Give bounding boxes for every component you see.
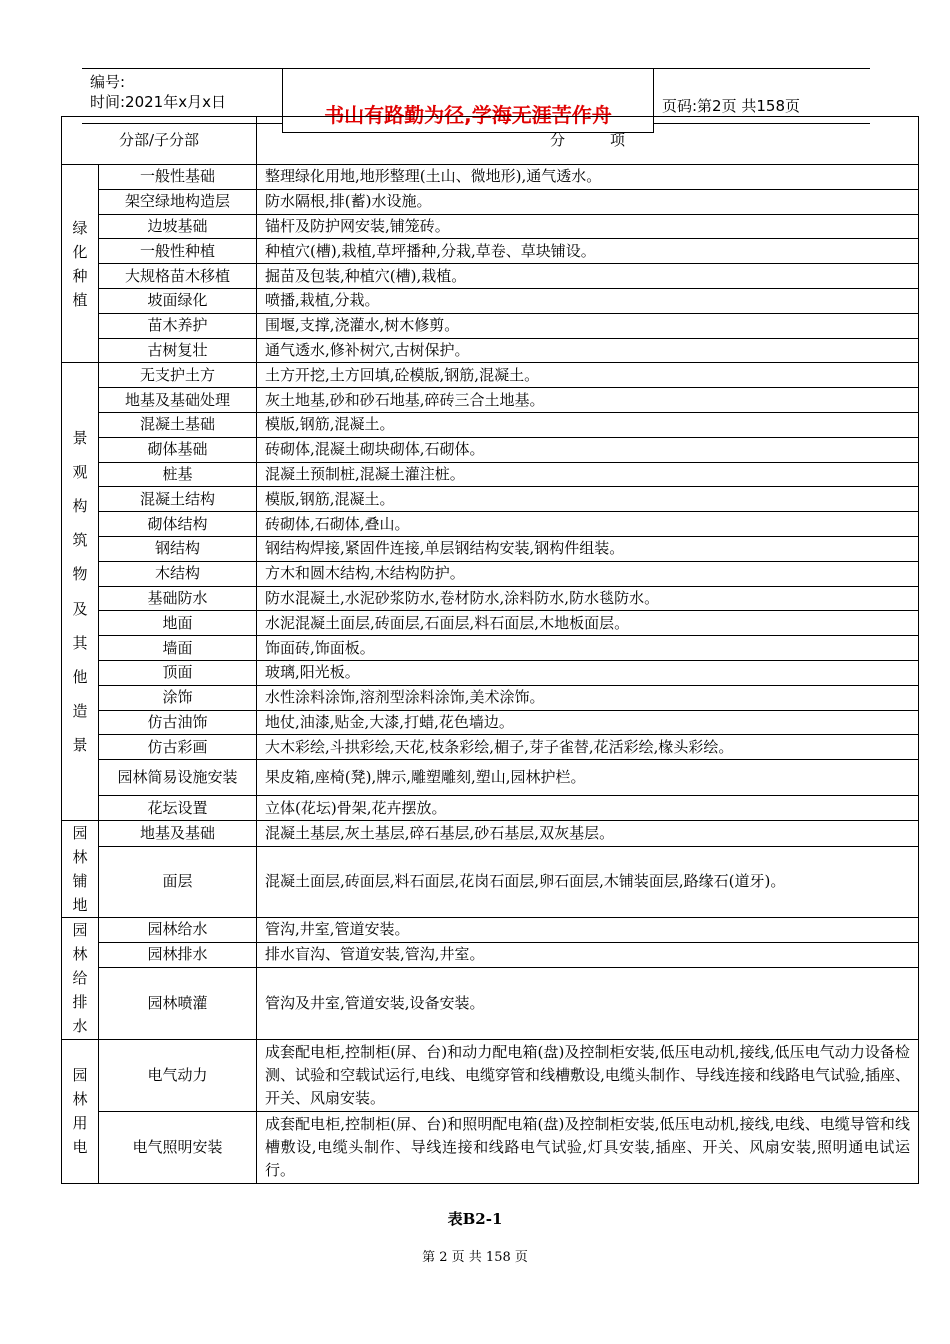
table-row (62, 388, 919, 413)
subdivision-cell: 涂饰 (99, 685, 257, 710)
table-row (62, 239, 919, 264)
items-cell: 砖砌体,混凝土砌块砌体,石砌体。 (257, 437, 919, 462)
table-row (62, 846, 919, 917)
subdivision-cell: 顶面 (99, 660, 257, 685)
items-cell: 果皮箱,座椅(凳),牌示,雕塑雕刻,塑山,园林护栏。 (257, 760, 919, 796)
items-cell: 混凝土基层,灰土基层,碎石基层,砂石基层,双灰基层。 (257, 820, 919, 846)
group-cell (62, 820, 99, 917)
table-row (62, 710, 919, 735)
table-row (62, 760, 919, 796)
subdivision-cell: 地基及基础处理 (99, 388, 257, 413)
items-cell: 砖砌体,石砌体,叠山。 (257, 512, 919, 537)
subdivision-cell: 钢结构 (99, 536, 257, 561)
table-row (62, 1039, 919, 1111)
table-row (62, 165, 919, 190)
items-cell: 饰面砖,饰面板。 (257, 636, 919, 661)
table-row (62, 288, 919, 313)
table-row (62, 636, 919, 661)
items-cell: 土方开挖,土方回填,砼模版,钢筋,混凝土。 (257, 363, 919, 388)
group-cell (62, 363, 99, 821)
subdivision-cell: 桩基 (99, 462, 257, 487)
subdivision-cell: 边坡基础 (99, 214, 257, 239)
subdivision-cell: 混凝土基础 (99, 412, 257, 437)
header-meta (82, 69, 282, 123)
table-row (62, 412, 919, 437)
items-cell: 模版,钢筋,混凝土。 (257, 487, 919, 512)
page-footer: 第 2 页 共 158 页 (422, 1250, 528, 1265)
items-cell: 钢结构焊接,紧固件连接,单层钢结构安装,钢构件组装。 (257, 536, 919, 561)
date-label: 时间:2021年x月x日 (90, 93, 226, 111)
table-row (62, 611, 919, 636)
items-cell: 管沟,井室,管道安装。 (257, 917, 919, 942)
group-cell (62, 917, 99, 1039)
table-row (62, 942, 919, 967)
group-label: 园林铺地 (72, 823, 88, 914)
items-cell: 掘苗及包装,种植穴(槽),栽植。 (257, 264, 919, 289)
items-cell: 立体(花坛)骨架,花卉摆放。 (257, 796, 919, 821)
header-items-cell: 分 项 (257, 117, 919, 165)
doc-number-label: 编号: (90, 73, 126, 91)
table-row (62, 363, 919, 388)
items-cell: 围堰,支撑,浇灌水,树木修剪。 (257, 313, 919, 338)
table-row (62, 586, 919, 611)
subdivision-cell: 架空绿地构造层 (99, 189, 257, 214)
subdivision-cell: 砌体基础 (99, 437, 257, 462)
table-row (62, 820, 919, 846)
header-motto: 书山有路勤为径,学海无涯苦作舟 (282, 69, 654, 133)
items-cell: 成套配电柜,控制柜(屏、台)和照明配电箱(盘)及控制柜安装,低压电动机,接线,电线、电缆导管和线槽敷设,电缆头制作、导线连接和线路电气试验,灯具安装,插座、开关、风扇安装,照明通电试运行。 (257, 1111, 919, 1183)
subdivision-cell: 墙面 (99, 636, 257, 661)
table-row (62, 462, 919, 487)
header-page-info: 页码:第2页 共158页 (662, 97, 800, 115)
subdivision-cell: 木结构 (99, 561, 257, 586)
subdivision-cell: 古树复壮 (99, 338, 257, 363)
subdivision-cell: 园林排水 (99, 942, 257, 967)
items-cell: 防水混凝土,水泥砂浆防水,卷材防水,涂料防水,防水毯防水。 (257, 586, 919, 611)
table-row (62, 1111, 919, 1183)
table-row (62, 437, 919, 462)
table-caption: 表B2-1 (447, 1210, 503, 1228)
group-cell (62, 165, 99, 363)
subdivision-cell: 地基及基础 (99, 820, 257, 846)
table-row (62, 264, 919, 289)
table-row (62, 338, 919, 363)
items-cell: 混凝土面层,砖面层,料石面层,花岗石面层,卵石面层,木铺装面层,路缘石(道牙)。 (257, 846, 919, 917)
items-cell: 防水隔根,排(蓄)水设施。 (257, 189, 919, 214)
table-row (62, 796, 919, 821)
items-cell: 锚杆及防护网安装,铺笼砖。 (257, 214, 919, 239)
table-row (62, 735, 919, 760)
subdivision-cell: 无支护土方 (99, 363, 257, 388)
subdivision-cell: 苗木养护 (99, 313, 257, 338)
subdivision-cell: 园林给水 (99, 917, 257, 942)
items-cell: 灰土地基,砂和砂石地基,碎砖三合土地基。 (257, 388, 919, 413)
items-cell: 地仗,油漆,贴金,大漆,打蜡,花色墙边。 (257, 710, 919, 735)
items-cell: 整理绿化用地,地形整理(土山、微地形),通气透水。 (257, 165, 919, 190)
table-row (62, 685, 919, 710)
items-cell: 玻璃,阳光板。 (257, 660, 919, 685)
table-row (62, 189, 919, 214)
items-cell: 水泥混凝土面层,砖面层,石面层,料石面层,木地板面层。 (257, 611, 919, 636)
items-cell: 大木彩绘,斗拱彩绘,天花,枝条彩绘,楣子,芽子雀替,花活彩绘,椽头彩绘。 (257, 735, 919, 760)
subdivision-cell: 混凝土结构 (99, 487, 257, 512)
subdivision-cell: 坡面绿化 (99, 288, 257, 313)
subdivision-cell: 一般性种植 (99, 239, 257, 264)
subdivision-cell: 砌体结构 (99, 512, 257, 537)
table-row (62, 536, 919, 561)
items-cell: 管沟及井室,管道安装,设备安装。 (257, 967, 919, 1039)
items-cell: 通气透水,修补树穴,古树保护。 (257, 338, 919, 363)
table-row (62, 214, 919, 239)
items-cell: 排水盲沟、管道安装,管沟,井室。 (257, 942, 919, 967)
group-label: 园林给排水 (72, 921, 88, 1036)
page-header (82, 68, 870, 127)
items-cell: 喷播,栽植,分栽。 (257, 288, 919, 313)
table-row (62, 967, 919, 1039)
table-row (62, 917, 919, 942)
subdivision-cell: 仿古彩画 (99, 735, 257, 760)
subdivision-cell: 地面 (99, 611, 257, 636)
subdivision-cell: 一般性基础 (99, 165, 257, 190)
group-cell (62, 1039, 99, 1183)
subdivision-cell: 花坛设置 (99, 796, 257, 821)
header-sub-cell: 分部/子分部 (62, 117, 257, 165)
group-label: 景观构筑物及其他造景 (72, 428, 88, 755)
table-row (62, 660, 919, 685)
table-row (62, 487, 919, 512)
group-label: 园林用电 (72, 1066, 88, 1157)
table-row (62, 313, 919, 338)
items-cell: 种植穴(槽),栽植,草坪播种,分栽,草卷、草块铺设。 (257, 239, 919, 264)
subdivision-cell: 电气动力 (99, 1039, 257, 1111)
subdivision-cell: 电气照明安装 (99, 1111, 257, 1183)
table-row (62, 512, 919, 537)
table-header-row (62, 117, 919, 165)
table-row (62, 561, 919, 586)
items-cell: 模版,钢筋,混凝土。 (257, 412, 919, 437)
subdivision-cell: 基础防水 (99, 586, 257, 611)
items-cell: 水性涂料涂饰,溶剂型涂料涂饰,美术涂饰。 (257, 685, 919, 710)
subdivision-cell: 园林简易设施安装 (99, 760, 257, 796)
subdivision-table (61, 116, 919, 1184)
items-cell: 成套配电柜,控制柜(屏、台)和动力配电箱(盘)及控制柜安装,低压电动机,接线,低压电气动力设备检测、试验和空载试运行,电线、电缆穿管和线槽敷设,电缆头制作、导线连接和线路电气试验,插座、开关、风扇安装。 (257, 1039, 919, 1111)
items-cell: 混凝土预制桩,混凝土灌注桩。 (257, 462, 919, 487)
subdivision-cell: 仿古油饰 (99, 710, 257, 735)
subdivision-cell: 面层 (99, 846, 257, 917)
items-cell: 方木和圆木结构,木结构防护。 (257, 561, 919, 586)
group-label: 绿化种植 (72, 218, 88, 309)
subdivision-cell: 园林喷灌 (99, 967, 257, 1039)
subdivision-cell: 大规格苗木移植 (99, 264, 257, 289)
